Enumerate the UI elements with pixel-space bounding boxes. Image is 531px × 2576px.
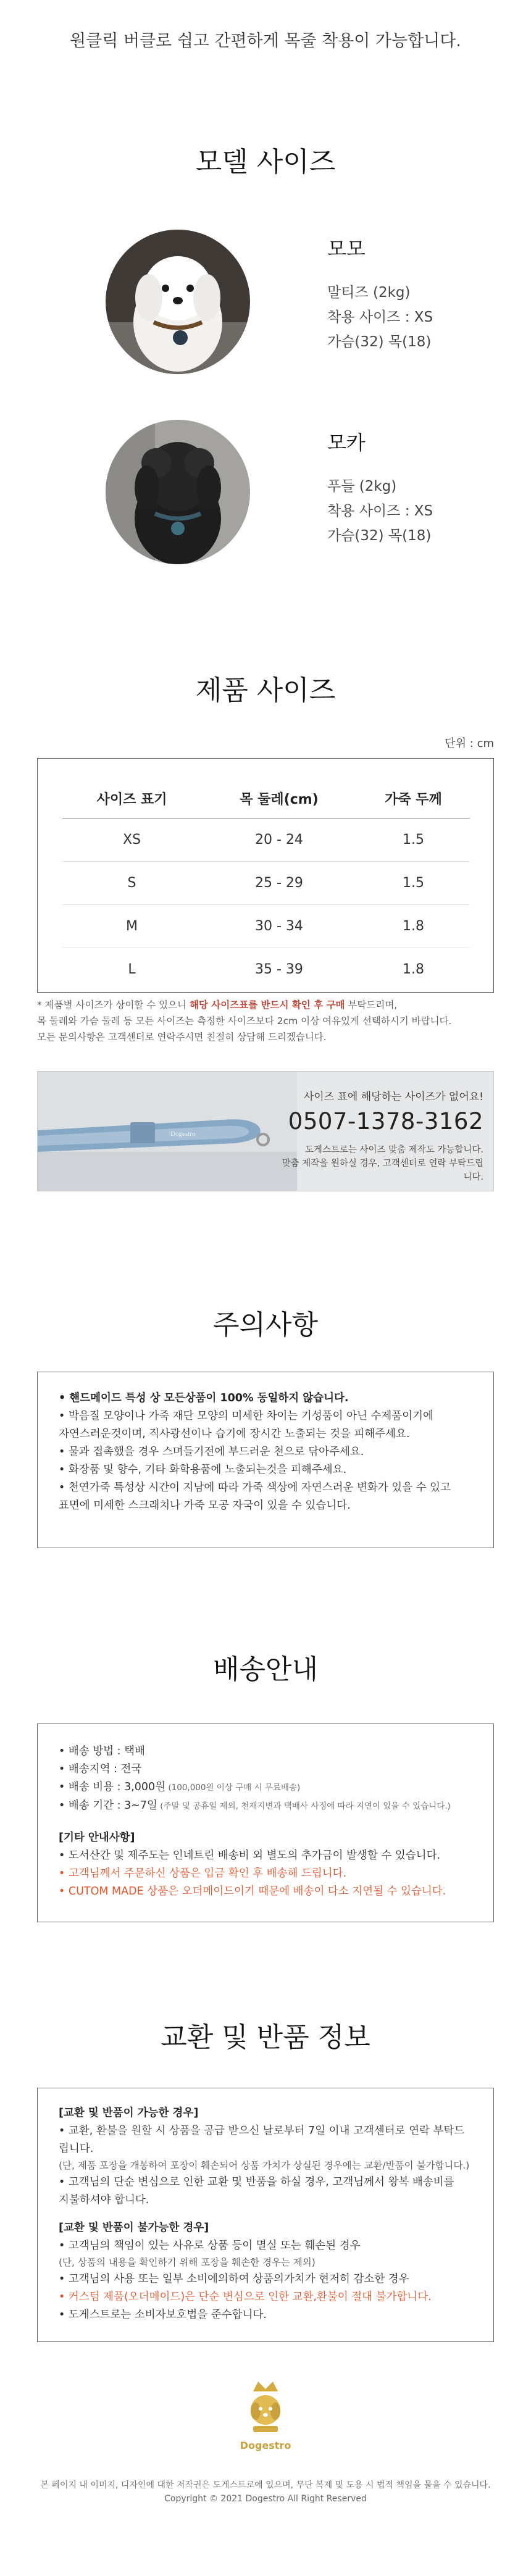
ship-fee-note: (100,000원 이상 구매 시 무료배송) [165, 1783, 301, 1793]
momo-size: 착용 사이즈 : XS [327, 309, 433, 325]
caution-line-2: • 박음질 모양이나 가죽 재단 모양의 미세한 차이는 기성품이 아닌 수제품이기에 [59, 1410, 433, 1422]
table-row [62, 904, 470, 948]
shipping-box [37, 1724, 494, 1922]
size-table-box [37, 758, 494, 993]
brand-logo-text: Dogestro [240, 2440, 291, 2451]
size-cell: S [62, 861, 201, 904]
size-note-3: 모든 문의사항은 고객센터로 연락주시면 친절히 상담해 드리겠습니다. [37, 1032, 327, 1043]
table-row [62, 818, 470, 861]
size-note-1 [37, 997, 506, 1013]
momo-measure: 가슴(32) 목(18) [327, 334, 432, 350]
momo-photo [106, 230, 250, 374]
banner-line-2: 맞춤 제작을 원하실 경우, 고객센터로 연락 부탁드립니다. [282, 1159, 483, 1182]
shipping-title: 배송안내 [212, 1654, 318, 1685]
neck-cell: 35 - 39 [255, 961, 303, 977]
header-size-label: 사이즈 표기 [62, 780, 201, 818]
size-cell: XS [62, 818, 201, 861]
ship-etc-head: [기타 안내사항] [59, 1832, 135, 1844]
note-emphasis: 해당 사이즈표를 반드시 확인 후 구매 [189, 999, 345, 1011]
header-neck: 목 둘레(cm) [201, 780, 357, 818]
moka-name: 모카 [327, 431, 366, 454]
exchange-ok-2b: 지불하셔야 합니다. [59, 2194, 149, 2206]
caution-line-6: • 천연가죽 특성상 시간이 지남에 따라 가죽 색상에 자연스러운 변화가 있을 수 있고 [59, 1482, 451, 1494]
size-cell: M [62, 904, 201, 948]
crown-dog-icon [235, 2378, 296, 2437]
banner-question: 사이즈 표에 해당하는 사이즈가 없어요! [303, 1091, 483, 1103]
brand-logo [235, 2378, 296, 2458]
model-size-title: 모델 사이즈 [195, 146, 336, 178]
banner-line-1: 도게스트로는 사이즈 맞춤 제작도 가능합니다. [304, 1145, 483, 1155]
caution-line-7: 표면에 미세한 스크래치나 가죽 모공 자국이 있을 수 있습니다. [59, 1499, 351, 1512]
note-pre: * 제품별 사이즈가 상이할 수 있으니 [37, 999, 190, 1011]
neck-cell: 30 - 34 [201, 904, 357, 948]
size-note-2: 목 둘레와 가슴 둘레 등 모든 사이즈는 측정한 사이즈보다 2cm 이상 여유있게 선택하시기 바랍니다. [37, 1015, 452, 1027]
ship-period-note: (주말 및 공휴일 제외, 천재지변과 택배사 사정에 따라 지연이 있을 수 있습니다.) [157, 1801, 451, 1811]
note-post: 부탁드리며, [345, 999, 398, 1011]
exchange-no-head: [교환 및 반품이 불가능한 경우] [59, 2222, 209, 2234]
size-table-header [62, 780, 470, 818]
moka-measure: 가슴(32) 목(18) [327, 528, 432, 544]
caution-box [37, 1372, 494, 1548]
caution-line-4: • 물과 접촉했을 경우 스며들기전에 부드러운 천으로 닦아주세요. [59, 1446, 364, 1458]
thickness-cell: 1.5 [357, 818, 470, 861]
ship-etc-2: • 고객님께서 주문하신 상품은 입금 확인 후 배송해 드립니다. [59, 1867, 347, 1880]
leash-photo [38, 1072, 297, 1191]
footer-copyright: Copyright © 2021 Dogestro All Right Reserved [164, 2494, 367, 2504]
size-cell: L [128, 961, 136, 977]
banner-text [280, 1072, 483, 1191]
exchange-ok-2: • 고객님의 단순 변심으로 인한 교환 및 반품을 하실 경우, 고객님께서 왕복 배송비를 [59, 2176, 454, 2188]
size-notes [37, 997, 506, 1045]
caution-line-5: • 화장품 및 향수, 기타 화학용품에 노출되는것을 피해주세요. [59, 1464, 347, 1476]
exchange-box [37, 2088, 494, 2342]
momo-name: 모모 [327, 237, 366, 261]
intro-text: 원클릭 버클로 쉽고 간편하게 목줄 착용이 가능합니다. [70, 31, 461, 51]
exchange-title: 교환 및 반품 정보 [161, 2022, 370, 2053]
caution-title: 주의사항 [212, 1309, 318, 1341]
thickness-cell: 1.8 [402, 961, 424, 977]
footer-copyright-notice: 본 페이지 내 이미지, 디자인에 대한 저작권은 도게스트로에 있으며, 무단 복제 및 도용 시 법적 책임을 물을 수 있습니다. [40, 2480, 491, 2490]
exchange-no-1: • 고객님의 책임이 있는 사유로 상품 등이 멸실 또는 훼손된 경우 [59, 2240, 361, 2252]
size-table [62, 780, 470, 991]
unit-label: 단위 : cm [445, 737, 494, 750]
thickness-cell: 1.5 [357, 861, 470, 904]
ship-region: • 배송지역 : 전국 [59, 1763, 142, 1775]
ship-fee-text: • 배송 비용 : 3,000원 [59, 1781, 166, 1793]
ship-method: • 배송 방법 : 택배 [59, 1745, 145, 1757]
moka-breed: 푸들 (2kg) [327, 478, 397, 494]
neck-cell: 20 - 24 [201, 818, 357, 861]
momo-breed: 말티즈 (2kg) [327, 285, 411, 301]
product-size-title: 제품 사이즈 [195, 675, 336, 706]
momo-info [327, 233, 433, 354]
ship-fee [59, 1778, 472, 1797]
exchange-ok-head: [교환 및 반품이 가능한 경우] [59, 2107, 199, 2119]
thickness-cell: 1.8 [357, 904, 470, 948]
banner-phone: 0507-1378-3162 [288, 1108, 483, 1135]
header-thickness: 가죽 두께 [357, 780, 470, 818]
model-momo [0, 230, 531, 372]
ship-etc-1: • 도서산간 및 제주도는 인네트린 배송비 외 별도의 추가금이 발생할 수 있습니다. [59, 1849, 441, 1862]
table-row [62, 948, 470, 991]
exchange-no-3: • 커스텀 제품(오더메이드)은 단순 변심으로 인한 교환,환불이 절대 불가합니다. [59, 2291, 432, 2303]
exchange-no-4: • 도게스트로는 소비자보호법을 준수합니다. [59, 2309, 267, 2321]
custom-size-banner [37, 1071, 494, 1191]
ship-period-text: • 배송 기간 : 3~7일 [59, 1799, 157, 1812]
exchange-ok-1: • 교환, 환불을 원할 시 상품을 공급 받으신 날로부터 7일 이내 고객센터로 연락 부탁드립니다. [59, 2125, 465, 2155]
moka-photo [106, 420, 250, 564]
exchange-ok-1-sub: (단, 제품 포장을 개봉하여 포장이 훼손되어 상품 가치가 상실된 경우에는 교환/반품이 불가합니다.) [59, 2160, 470, 2171]
exchange-no-1-sub: (단, 상품의 내용을 확인하기 위해 포장을 훼손한 경우는 제외) [59, 2257, 316, 2268]
moka-info [327, 427, 433, 548]
table-row [62, 861, 470, 904]
exchange-no-2: • 고객님의 사용 또는 일부 소비에의하여 상품의가치가 현저히 감소한 경우 [59, 2273, 409, 2285]
neck-cell: 25 - 29 [201, 861, 357, 904]
ship-etc-3: • CUTOM MADE 상품은 오더메이드이기 때문에 배송이 다소 지연될 수 있습니다. [59, 1885, 446, 1898]
model-moka [0, 420, 531, 562]
caution-line-3: 자연스러운것이며, 직사광선이나 습기에 장시간 노출되는 것을 피해주세요. [59, 1428, 410, 1440]
ship-period [59, 1797, 472, 1815]
banner-tag: Dogestro [170, 1130, 196, 1138]
moka-size: 착용 사이즈 : XS [327, 503, 433, 519]
caution-line-1: • 핸드메이드 특성 상 모든상품이 100% 동일하지 않습니다. [59, 1392, 349, 1404]
